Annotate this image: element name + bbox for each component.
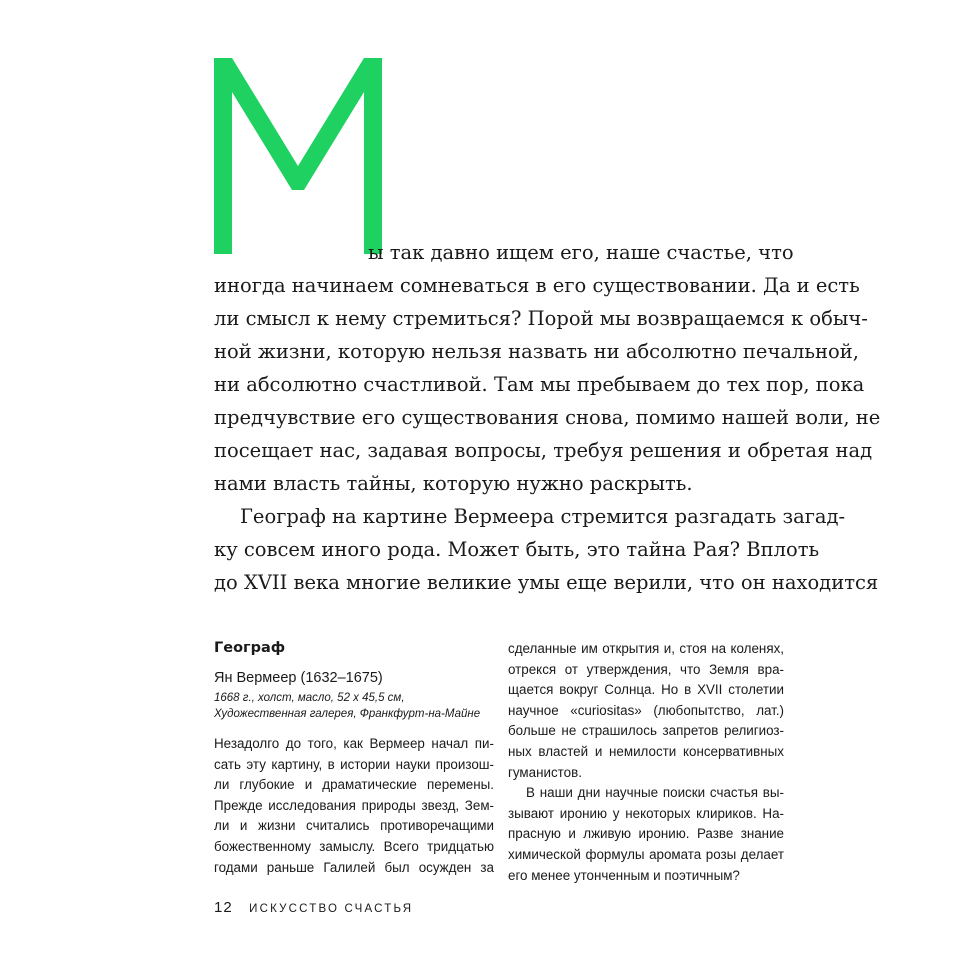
caption-line: больше не страшилось запретов религиоз- — [508, 723, 784, 739]
caption-body-right — [508, 639, 784, 886]
body-line: ни абсолютно счастливой. Там мы пребываем до тех пор, пока — [214, 373, 865, 396]
caption-line: сать эту картину, в истории науки произош- — [214, 756, 494, 772]
main-body-text — [214, 236, 881, 599]
body-line: посещает нас, задавая вопросы, требуя решения и обретая над — [214, 439, 873, 462]
body-line: ы так давно ищем его, наше счастье, что — [368, 241, 794, 264]
caption-line: отрекся от утверждения, что Земля вра- — [508, 661, 784, 677]
caption-line: ли и жизни считались противоречащими — [214, 818, 494, 834]
caption-line: зывают иронию у некоторых клириков. На- — [508, 805, 784, 821]
caption-line: годами раньше Галилей был осужден за — [214, 859, 494, 875]
body-line: ку совсем иного рода. Может быть, это тайна Рая? Вплоть — [214, 538, 820, 561]
body-line: нами власть тайны, которую нужно раскрыть. — [214, 472, 693, 495]
caption-line: ли глубокие и драматические перемены. — [214, 777, 494, 793]
caption-line: божественному замыслу. Всего тридцатью — [214, 838, 494, 854]
body-line: предчувствие его существования снова, помимо нашей воли, не — [214, 406, 881, 429]
caption-body-left — [214, 734, 494, 878]
body-line: иногда начинаем сомневаться в его существовании. Да и есть — [214, 274, 860, 297]
running-title: ИСКУССТВО СЧАСТЬЯ — [249, 903, 414, 915]
caption-meta-line: 1668 г., холст, масло, 52 х 45,5 см, — [214, 692, 405, 704]
caption-line: ных властей и немилости консервативных — [508, 743, 784, 759]
page-footer — [214, 899, 413, 919]
drop-cap-letter — [214, 58, 382, 254]
caption-line: Незадолго до того, как Вермеер начал пи- — [214, 736, 494, 751]
caption-line: щается вокруг Солнца. Но в XVII столетии — [508, 682, 784, 698]
caption-title: Географ — [214, 640, 286, 656]
caption-meta — [214, 690, 494, 722]
body-line: до XVII века многие великие умы еще верили, что он находится — [214, 571, 879, 594]
caption-line: прасную и лживую иронию. Разве знание — [508, 826, 784, 842]
caption-line: В наши дни научные поиски счастья вы- — [526, 785, 784, 801]
caption-line: Прежде исследования природы звезд, Зем- — [214, 797, 494, 813]
caption-line: химической формулы аромата розы делает — [508, 846, 784, 862]
caption-author: Ян Вермеер (1632–1675) — [214, 670, 383, 686]
caption-line: гуманистов. — [508, 764, 582, 780]
caption-left-column — [214, 638, 494, 878]
body-line: Географ на картине Вермеера стремится разгадать загад- — [240, 505, 846, 528]
caption-line: его менее утонченным и поэтичным? — [508, 867, 740, 883]
caption-right-column — [508, 639, 784, 886]
caption-line: сделанные им открытия и, стоя на коленях, — [508, 641, 784, 656]
drop-cap-m-glyph — [214, 58, 382, 254]
page-number: 12 — [214, 899, 233, 916]
caption-meta-line: Художественная галерея, Франкфурт-на-Майне — [214, 708, 481, 720]
caption-line: научное «curiositas» (любопытство, лат.) — [508, 702, 784, 718]
body-line: ли смысл к нему стремиться? Порой мы возвращаемся к обыч- — [214, 307, 868, 330]
body-line: ной жизни, которую нельзя назвать ни абсолютно печальной, — [214, 340, 859, 363]
